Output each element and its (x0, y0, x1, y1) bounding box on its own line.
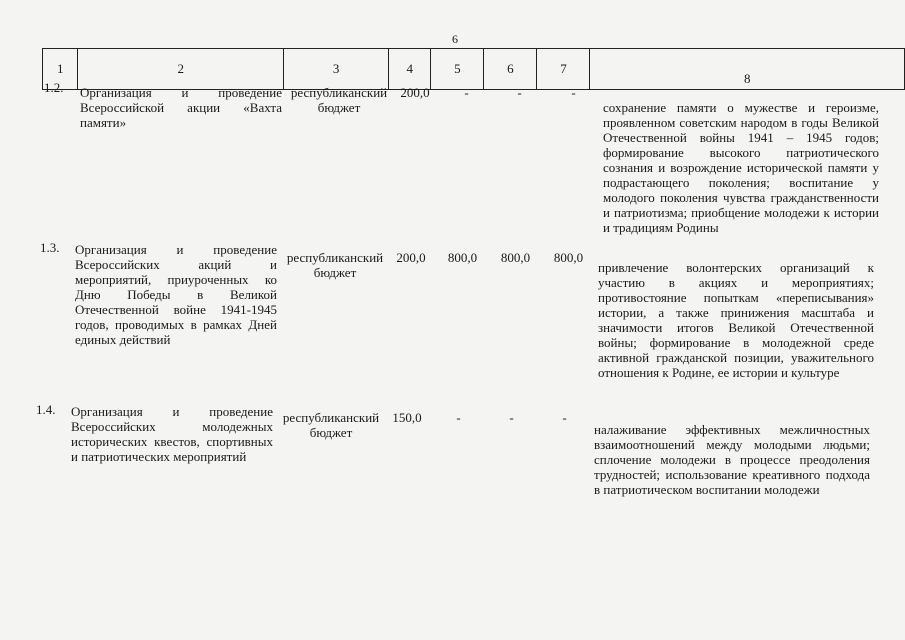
column-header-4: 4 (389, 49, 431, 90)
amount-col5: - (464, 85, 469, 100)
funding-source: республиканский бюджет (290, 85, 388, 115)
column-header-1: 1 (43, 49, 78, 90)
funding-source: республиканский бюджет (286, 250, 384, 280)
funding-source: республиканский бюджет (282, 410, 380, 440)
amount-col6: - (517, 85, 522, 100)
activity-name: Организация и проведение Всероссийских акций и мероприятий, приуроченных ко Дню Победы в Великой Отечественной войне 1941-1945 годов, проводимых в рамках Дней единых действий (75, 242, 277, 347)
amount-col7: 800,0 (553, 250, 584, 265)
column-header-2: 2 (78, 49, 284, 90)
column-header-6: 6 (484, 49, 537, 90)
column-header-5: 5 (431, 49, 484, 90)
amount-col6: - (509, 410, 514, 425)
amount-col4: 200,0 (396, 250, 426, 265)
amount-col4: 200,0 (400, 85, 430, 100)
activity-name: Организация и проведение Всероссийских молодежных исторических квестов, спортивных и патриотических мероприятий (71, 404, 273, 464)
expected-result: налаживание эффективных межличностных взаимоотношений между молодыми людьми; сплочение молодежи в процессе преодоления трудностей; использование креативного подхода в патриотическом воспитании молодежи (594, 422, 870, 497)
amount-col7: - (562, 410, 567, 425)
column-header-7: 7 (537, 49, 590, 90)
expected-result: привлечение волонтерских организаций к участию в акциях и мероприятиях; противостояние попыткам «переписывания» истории, а также принижения масштаба и значимости итогов Великой Отечественной войны; формирование в молодежной среде активной гражданской позиции, уважительного отношения к Родине, ее истории и культуре (598, 260, 874, 380)
row-number: 1.4. (36, 402, 56, 417)
row-number: 1.2. (44, 80, 64, 95)
page-number: 6 (452, 32, 458, 46)
column-header-8: 8 (590, 49, 905, 90)
amount-col6: 800,0 (500, 250, 531, 265)
amount-col7: - (571, 85, 576, 100)
column-header-3: 3 (284, 49, 389, 90)
column-header-row (42, 48, 905, 90)
expected-result: сохранение памяти о мужестве и героизме, проявленном советским народом в годы Великой Отечественной войны 1941 – 1945 годов; формирование высокого патриотического сознания и возрождение исторической памяти у подрастающего поколения; воспитание у молодого поколения чувства гражданственности и патриотизма; приобщение молодежи к истории и традициям Родины (603, 100, 879, 235)
amount-col5: 800,0 (447, 250, 478, 265)
row-number: 1.3. (40, 240, 60, 255)
amount-col5: - (456, 410, 461, 425)
activity-name: Организация и проведение Всероссийской акции «Вахта памяти» (80, 85, 282, 130)
amount-col4: 150,0 (392, 410, 422, 425)
